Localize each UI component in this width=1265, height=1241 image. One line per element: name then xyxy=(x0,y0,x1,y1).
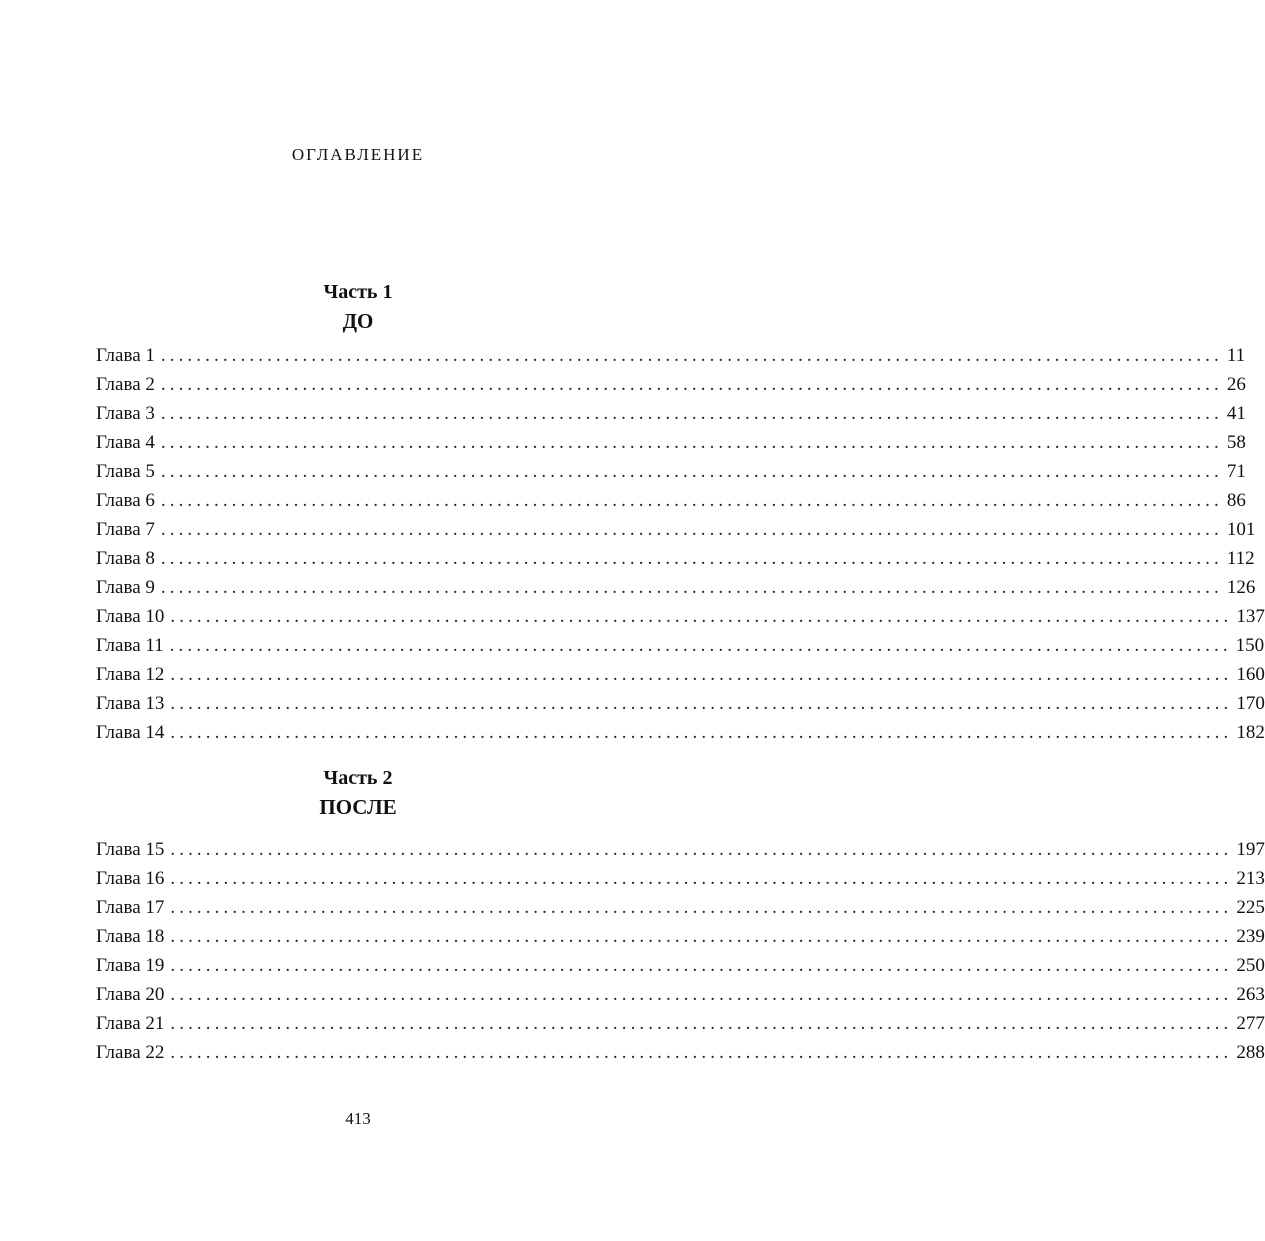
chapter-label: Глава 2 xyxy=(96,374,155,395)
dot-leader: ........................................................................................................................ xyxy=(170,722,1233,743)
chapter-page-number: 182 xyxy=(1236,722,1265,743)
chapter-page-number: 101 xyxy=(1226,519,1256,540)
part-2-header xyxy=(0,764,716,822)
chapter-label: Глава 8 xyxy=(96,548,155,569)
chapter-label: Глава 1 xyxy=(96,345,155,366)
chapter-page-number: 58 xyxy=(1226,432,1246,453)
part-1-header xyxy=(0,278,716,336)
toc-entry xyxy=(96,486,1246,515)
dot-leader: ........................................................................................................................ xyxy=(160,345,1223,366)
chapter-label: Глава 18 xyxy=(96,926,165,947)
chapter-label: Глава 20 xyxy=(96,984,165,1005)
dot-leader: ........................................................................................................................ xyxy=(160,548,1223,569)
chapter-label: Глава 9 xyxy=(96,577,155,598)
chapter-page-number: 263 xyxy=(1236,984,1265,1005)
dot-leader: ........................................................................................................................ xyxy=(170,606,1233,627)
dot-leader: ........................................................................................................................ xyxy=(170,897,1233,918)
chapter-page-number: 277 xyxy=(1236,1013,1265,1034)
chapter-label: Глава 17 xyxy=(96,897,165,918)
toc-entry xyxy=(96,631,1265,660)
toc-entry xyxy=(96,370,1246,399)
chapter-label: Глава 10 xyxy=(96,606,165,627)
chapter-page-number: 160 xyxy=(1236,664,1265,685)
toc-entry xyxy=(96,980,1265,1009)
toc-entry xyxy=(96,1038,1265,1067)
toc-entry xyxy=(96,602,1265,631)
toc-entry xyxy=(96,893,1265,922)
chapter-page-number: 137 xyxy=(1236,606,1265,627)
chapter-page-number: 11 xyxy=(1226,345,1246,366)
toc-entry xyxy=(96,689,1265,718)
dot-leader: ........................................................................................................................ xyxy=(170,926,1233,947)
chapter-page-number: 126 xyxy=(1226,577,1256,598)
chapter-label: Глава 4 xyxy=(96,432,155,453)
dot-leader: ........................................................................................................................ xyxy=(160,577,1223,598)
chapter-label: Глава 7 xyxy=(96,519,155,540)
chapter-label: Глава 15 xyxy=(96,839,165,860)
chapter-page-number: 150 xyxy=(1235,635,1265,656)
toc-entry xyxy=(96,951,1265,980)
toc-entry xyxy=(96,457,1246,486)
chapter-page-number: 71 xyxy=(1226,461,1246,482)
dot-leader: ........................................................................................................................ xyxy=(170,693,1233,714)
chapter-label: Глава 13 xyxy=(96,693,165,714)
chapter-label: Глава 16 xyxy=(96,868,165,889)
part-title: ДО xyxy=(342,309,374,333)
chapter-label: Глава 21 xyxy=(96,1013,165,1034)
chapter-label: Глава 12 xyxy=(96,664,165,685)
chapter-page-number: 225 xyxy=(1236,897,1265,918)
chapter-label: Глава 3 xyxy=(96,403,155,424)
page-number: 413 xyxy=(345,1109,371,1128)
dot-leader: ........................................................................................................................ xyxy=(170,839,1233,860)
dot-leader: ........................................................................................................................ xyxy=(169,635,1232,656)
part-number: Часть 1 xyxy=(323,281,393,303)
dot-leader: ........................................................................................................................ xyxy=(160,374,1223,395)
chapter-page-number: 86 xyxy=(1226,490,1246,511)
dot-leader: ........................................................................................................................ xyxy=(170,664,1233,685)
toc-entry xyxy=(96,341,1246,370)
part-2-chapter-list xyxy=(96,835,1265,1067)
chapter-page-number: 197 xyxy=(1236,839,1265,860)
part-title: ПОСЛЕ xyxy=(319,795,397,819)
toc-entry xyxy=(96,573,1256,602)
chapter-label: Глава 11 xyxy=(96,635,164,656)
dot-leader: ........................................................................................................................ xyxy=(170,955,1233,976)
chapter-label: Глава 6 xyxy=(96,490,155,511)
dot-leader: ........................................................................................................................ xyxy=(160,403,1223,424)
dot-leader: ........................................................................................................................ xyxy=(160,432,1223,453)
dot-leader: ........................................................................................................................ xyxy=(160,519,1223,540)
toc-entry xyxy=(96,922,1265,951)
dot-leader: ........................................................................................................................ xyxy=(160,490,1223,511)
toc-entry xyxy=(96,544,1255,573)
chapter-page-number: 41 xyxy=(1226,403,1246,424)
dot-leader: ........................................................................................................................ xyxy=(170,868,1233,889)
toc-entry xyxy=(96,660,1265,689)
chapter-page-number: 26 xyxy=(1226,374,1246,395)
chapter-label: Глава 22 xyxy=(96,1042,165,1063)
chapter-label: Глава 19 xyxy=(96,955,165,976)
chapter-label: Глава 14 xyxy=(96,722,165,743)
chapter-page-number: 288 xyxy=(1236,1042,1265,1063)
dot-leader: ........................................................................................................................ xyxy=(170,984,1233,1005)
chapter-page-number: 112 xyxy=(1226,548,1255,569)
toc-entry xyxy=(96,1009,1265,1038)
toc-entry xyxy=(96,835,1265,864)
chapter-page-number: 213 xyxy=(1236,868,1265,889)
dot-leader: ........................................................................................................................ xyxy=(160,461,1223,482)
chapter-page-number: 239 xyxy=(1236,926,1265,947)
toc-entry xyxy=(96,864,1265,893)
chapter-label: Глава 5 xyxy=(96,461,155,482)
chapter-page-number: 250 xyxy=(1236,955,1265,976)
dot-leader: ........................................................................................................................ xyxy=(170,1013,1233,1034)
chapter-page-number: 170 xyxy=(1236,693,1265,714)
part-1-chapter-list xyxy=(96,341,1265,747)
dot-leader: ........................................................................................................................ xyxy=(170,1042,1233,1063)
toc-entry xyxy=(96,515,1256,544)
toc-entry xyxy=(96,428,1246,457)
part-number: Часть 2 xyxy=(323,767,393,789)
toc-entry xyxy=(96,399,1246,428)
page-title: ОГЛАВЛЕНИЕ xyxy=(291,145,425,164)
toc-entry xyxy=(96,718,1265,747)
